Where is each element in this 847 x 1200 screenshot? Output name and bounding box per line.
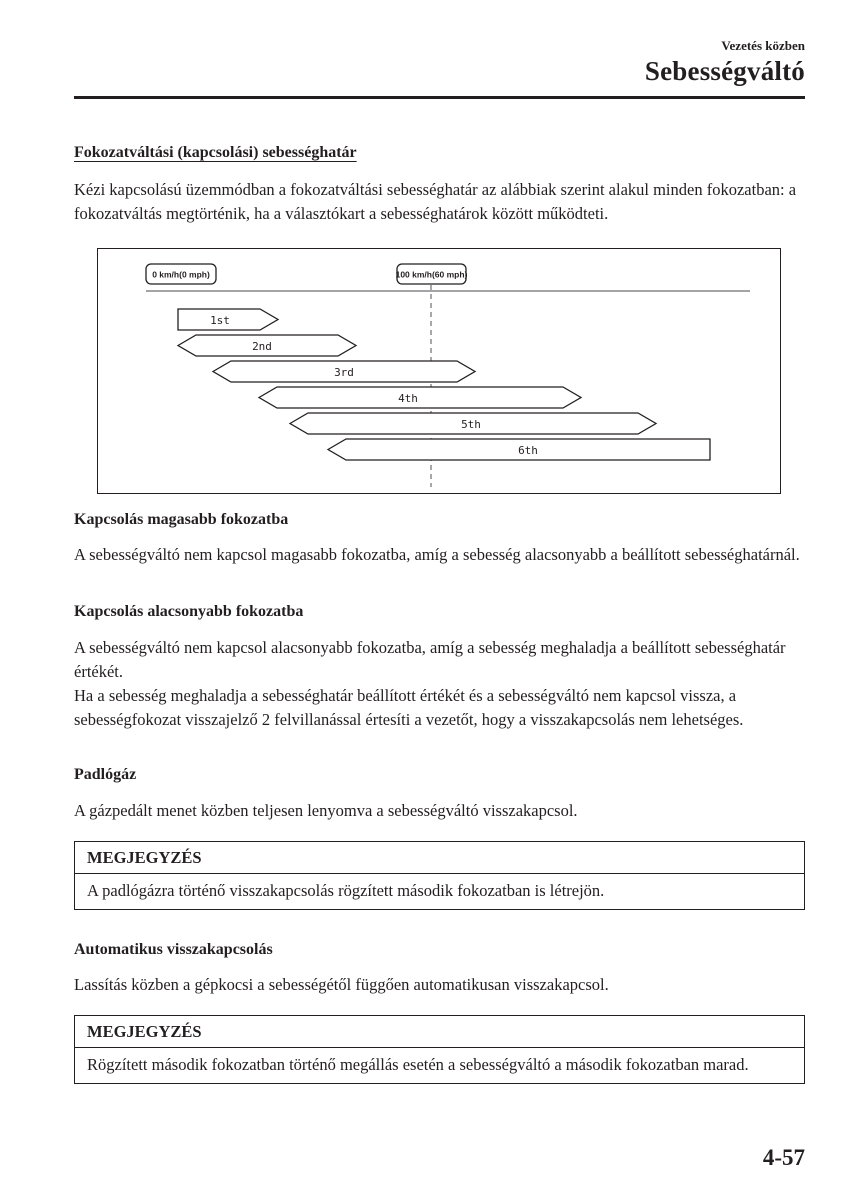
downshift-heading: Kapcsolás alacsonyabb fokozatba (74, 603, 304, 620)
gear-bar-4th (259, 387, 581, 408)
page-number: 4-57 (762, 1145, 805, 1170)
gear-label-4th: 4th (398, 392, 418, 405)
gear-label-6th: 6th (518, 444, 538, 457)
upshift-text: A sebességváltó nem kapcsol magasabb fokozatba, amíg a sebesség alacsonyabb a beállított sebességhatárnál. (74, 545, 800, 564)
running-header-title: Sebességváltó (644, 56, 805, 86)
hundred-speed-label: 100 km/h(60 mph) (395, 269, 468, 280)
note-text: Rögzített második fokozatban történő megállás esetén a sebességváltó a második fokozatban marad. (87, 1055, 749, 1074)
downshift-text-1: A sebességváltó nem kapcsol alacsonyabb fokozatba, amíg a sebesség meghaladja a beállított sebességhatár értékét. (74, 638, 786, 681)
header-rule (74, 96, 805, 99)
upshift-heading: Kapcsolás magasabb fokozatba (74, 511, 289, 528)
auto-downshift-heading: Automatikus visszakapcsolás (74, 941, 273, 958)
note-text: A padlógázra történő visszakapcsolás rögzített második fokozatban is létrejön. (87, 881, 605, 900)
gear-diagram-svg (98, 249, 780, 493)
gear-shift-speed-diagram (97, 248, 781, 494)
running-header-section: Vezetés közben (721, 38, 805, 53)
note-box-second-gear (74, 1015, 805, 1084)
shift-limit-heading: Fokozatváltási (kapcsolási) sebességhatár (74, 144, 357, 161)
gear-label-1st: 1st (210, 314, 230, 327)
zero-speed-label: 0 km/h(0 mph) (152, 269, 210, 280)
kickdown-text: A gázpedált menet közben teljesen lenyomva a sebességváltó visszakapcsol. (74, 801, 578, 820)
kickdown-heading: Padlógáz (74, 766, 137, 783)
gear-label-3rd: 3rd (334, 366, 354, 379)
note-box-kickdown (74, 841, 805, 910)
gear-label-2nd: 2nd (252, 340, 272, 353)
note-title: MEGJEGYZÉS (75, 842, 804, 874)
downshift-text-2: Ha a sebesség meghaladja a sebességhatár beállított értékét és a sebességváltó nem kapcsol vissza, a sebességfokozat visszajelző 2 felvillanással értesíti a vezetőt, hogy a visszakapcsolás nem lehetséges. (74, 686, 744, 729)
shift-limit-text: Kézi kapcsolású üzemmódban a fokozatváltási sebességhatár az alábbiak szerint alakul minden fokozatban: a fokozatváltás megtörténik, ha a választókart a sebességhatárok között működteti. (74, 180, 797, 223)
gear-label-5th: 5th (461, 418, 481, 431)
auto-downshift-text: Lassítás közben a gépkocsi a sebességétől függően automatikusan visszakapcsol. (74, 975, 609, 994)
note-title: MEGJEGYZÉS (75, 1016, 804, 1048)
